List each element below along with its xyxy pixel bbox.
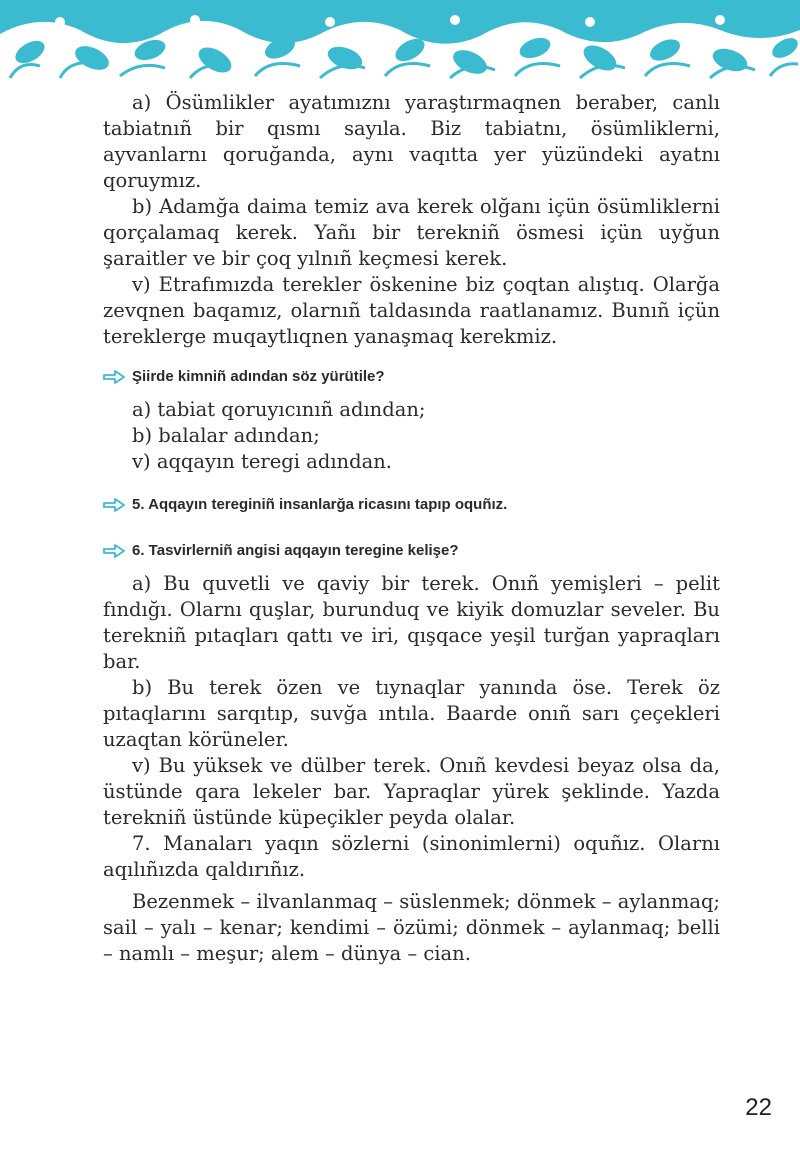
intro-paragraph-a: a) Ösümlikler ayatımıznı yaraştırmaqnen beraber, canlı tabiatnıñ bir qısmı sayıla. Biz tabiatnı, ösümliklerni, ayvanlarnı qoruğanda, aynı vaqıtta yer yüzündeki ayatnı qoruymız. bbox=[103, 91, 720, 192]
intro-paragraph-b: b) Adamğa daima temiz ava kerek olğanı içün ösümliklerni qorçalamaq kerek. Yañı bir terekniñ ösmesi içün uyğun şaraitler ve bir çoq yılnıñ keçmesi kerek. bbox=[103, 195, 720, 270]
question-text: 6. Tasvirlerniñ angisi aqqayın teregine kelişe? bbox=[132, 542, 459, 559]
option-b: b) balalar adından; bbox=[132, 424, 320, 447]
arrow-right-icon bbox=[103, 544, 125, 558]
page-number: 22 bbox=[745, 1094, 772, 1121]
description-b: b) Bu terek özen ve tıynaqlar yanında öse. Terek öz pıtaqlarını sarqıtıp, suvğa ıntıla. Baarde onıñ sarı çeçekleri uzaqtan körüneler. bbox=[103, 676, 720, 751]
description-a: a) Bu quvetli ve qaviy bir terek. Onıñ yemişleri – pelit fındığı. Olarnı quşlar, burunduq ve kiyik domuzlar seveler. Bu terekniñ pıtaqları qattı ve iri, qışqace yeşil turğan yapraqları bar. bbox=[103, 572, 720, 673]
synonyms-list: Bezenmek – ilvanlanmaq – süslenmek; dönmek – aylanmaq; sail – yalı – kenar; kendimi – özümi; dönmek – aylanmaq; belli – namlı – meşur; alem – dünya – cian. bbox=[103, 890, 720, 965]
question-text: Şiirde kimniñ adından söz yürütile? bbox=[132, 368, 385, 385]
question-text: 5. Aqqayın tereginiñ insanlarğa ricasını tapıp oquñız. bbox=[132, 496, 508, 513]
description-v: v) Bu yüksek ve dülber terek. Onıñ kevdesi beyaz olsa da, üstünde qara lekeler bar. Yapraqlar yürek şeklinde. Yazda terekniñ üstünde küpeçikler peyda olalar. bbox=[103, 754, 720, 829]
answer-options bbox=[132, 397, 720, 475]
intro-paragraph-v: v) Etrafımızda terekler öskenine biz çoqtan alıştıq. Olarğa zevqnen baqamız, olarnıñ taldasında raatlanamız. Bunıñ içün tereklerge muqaytlıqnen yanaşmaq kerekmiz. bbox=[103, 273, 720, 348]
page-content bbox=[103, 90, 720, 967]
decorative-floral-border bbox=[0, 0, 800, 80]
question-6 bbox=[103, 541, 720, 561]
question-5 bbox=[103, 495, 720, 515]
option-a: a) tabiat qoruyıcınıñ adından; bbox=[132, 398, 426, 421]
task-7-instruction: 7. Manaları yaqın sözlerni (sinonimlerni) oquñız. Olarnı aqılıñızda qaldırıñız. bbox=[103, 832, 720, 881]
arrow-right-icon bbox=[103, 370, 125, 384]
question-poem-narrator bbox=[103, 367, 720, 387]
arrow-right-icon bbox=[103, 498, 125, 512]
option-v: v) aqqayın teregi adından. bbox=[132, 450, 392, 473]
